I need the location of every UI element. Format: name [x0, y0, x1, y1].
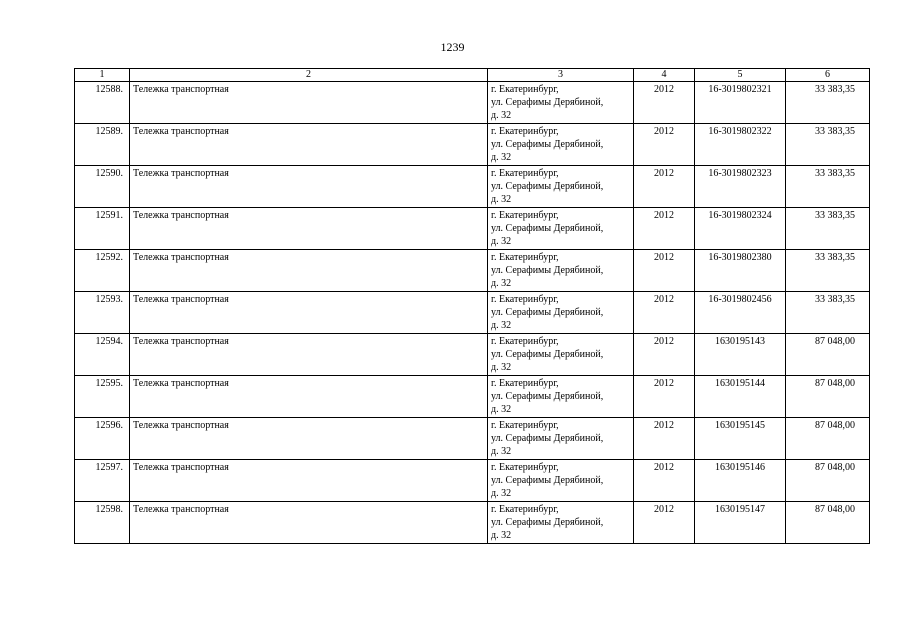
- row-number-cell: 12593.: [75, 292, 130, 334]
- inventory-number-cell: 16-3019802321: [695, 82, 786, 124]
- item-name-cell: Тележка транспортная: [130, 334, 488, 376]
- address-line: ул. Серафимы Дерябиной,: [491, 349, 604, 360]
- column-header-2: 2: [130, 69, 488, 82]
- column-header-5: 5: [695, 69, 786, 82]
- column-header-1: 1: [75, 69, 130, 82]
- inventory-number-cell: 16-3019802323: [695, 166, 786, 208]
- address-line: ул. Серафимы Дерябиной,: [491, 475, 604, 486]
- item-name-cell: Тележка транспортная: [130, 208, 488, 250]
- address-cell: [488, 250, 634, 292]
- item-name-cell: Тележка транспортная: [130, 292, 488, 334]
- address-line: г. Екатеринбург,: [491, 378, 559, 389]
- address-line: ул. Серафимы Дерябиной,: [491, 97, 604, 108]
- inventory-number-cell: 16-3019802322: [695, 124, 786, 166]
- address-cell: [488, 334, 634, 376]
- cost-cell: 33 383,35: [786, 124, 870, 166]
- item-name-cell: Тележка транспортная: [130, 376, 488, 418]
- address-line: ул. Серафимы Дерябиной,: [491, 433, 604, 444]
- address-line: ул. Серафимы Дерябиной,: [491, 139, 604, 150]
- address-cell: [488, 292, 634, 334]
- table-row: [75, 502, 870, 544]
- inventory-number-cell: 16-3019802324: [695, 208, 786, 250]
- table-row: [75, 460, 870, 502]
- year-cell: 2012: [634, 208, 695, 250]
- year-cell: 2012: [634, 418, 695, 460]
- table-row: [75, 124, 870, 166]
- address-line: д. 32: [491, 446, 512, 457]
- cost-cell: 87 048,00: [786, 334, 870, 376]
- year-cell: 2012: [634, 334, 695, 376]
- inventory-number-cell: 1630195147: [695, 502, 786, 544]
- inventory-number-cell: 1630195144: [695, 376, 786, 418]
- inventory-number-cell: 1630195145: [695, 418, 786, 460]
- column-header-6: 6: [786, 69, 870, 82]
- address-line: г. Екатеринбург,: [491, 84, 559, 95]
- address-cell: [488, 460, 634, 502]
- cost-cell: 87 048,00: [786, 502, 870, 544]
- address-cell: [488, 82, 634, 124]
- address-line: д. 32: [491, 278, 512, 289]
- address-line: ул. Серафимы Дерябиной,: [491, 265, 604, 276]
- row-number-cell: 12598.: [75, 502, 130, 544]
- year-cell: 2012: [634, 250, 695, 292]
- address-line: д. 32: [491, 320, 512, 331]
- row-number-cell: 12590.: [75, 166, 130, 208]
- year-cell: 2012: [634, 460, 695, 502]
- item-name-cell: Тележка транспортная: [130, 418, 488, 460]
- address-line: г. Екатеринбург,: [491, 210, 559, 221]
- year-cell: 2012: [634, 124, 695, 166]
- cost-cell: 87 048,00: [786, 418, 870, 460]
- item-name-cell: Тележка транспортная: [130, 460, 488, 502]
- row-number-cell: 12597.: [75, 460, 130, 502]
- item-name-cell: Тележка транспортная: [130, 124, 488, 166]
- row-number-cell: 12595.: [75, 376, 130, 418]
- year-cell: 2012: [634, 292, 695, 334]
- inventory-number-cell: 16-3019802456: [695, 292, 786, 334]
- address-line: г. Екатеринбург,: [491, 462, 559, 473]
- address-line: г. Екатеринбург,: [491, 504, 559, 515]
- cost-cell: 33 383,35: [786, 166, 870, 208]
- address-cell: [488, 502, 634, 544]
- column-header-4: 4: [634, 69, 695, 82]
- address-line: г. Екатеринбург,: [491, 294, 559, 305]
- address-cell: [488, 208, 634, 250]
- address-line: ул. Серафимы Дерябиной,: [491, 223, 604, 234]
- row-number-cell: 12594.: [75, 334, 130, 376]
- address-cell: [488, 124, 634, 166]
- address-line: д. 32: [491, 236, 512, 247]
- address-line: д. 32: [491, 404, 512, 415]
- year-cell: 2012: [634, 82, 695, 124]
- address-line: ул. Серафимы Дерябиной,: [491, 181, 604, 192]
- address-line: д. 32: [491, 152, 512, 163]
- table-row: [75, 166, 870, 208]
- address-line: д. 32: [491, 362, 512, 373]
- address-cell: [488, 166, 634, 208]
- address-line: ул. Серафимы Дерябиной,: [491, 517, 604, 528]
- address-line: г. Екатеринбург,: [491, 126, 559, 137]
- page-number: 1239: [440, 40, 465, 54]
- header-row: [75, 69, 870, 82]
- cost-cell: 33 383,35: [786, 292, 870, 334]
- item-name-cell: Тележка транспортная: [130, 250, 488, 292]
- cost-cell: 33 383,35: [786, 82, 870, 124]
- address-line: г. Екатеринбург,: [491, 336, 559, 347]
- table-row: [75, 334, 870, 376]
- address-line: ул. Серафимы Дерябиной,: [491, 307, 604, 318]
- table-row: [75, 418, 870, 460]
- item-name-cell: Тележка транспортная: [130, 82, 488, 124]
- inventory-number-cell: 16-3019802380: [695, 250, 786, 292]
- column-header-3: 3: [488, 69, 634, 82]
- cost-cell: 87 048,00: [786, 460, 870, 502]
- table-row: [75, 82, 870, 124]
- item-name-cell: Тележка транспортная: [130, 502, 488, 544]
- cost-cell: 87 048,00: [786, 376, 870, 418]
- row-number-cell: 12588.: [75, 82, 130, 124]
- address-line: ул. Серафимы Дерябиной,: [491, 391, 604, 402]
- address-line: д. 32: [491, 488, 512, 499]
- table-row: [75, 208, 870, 250]
- address-line: д. 32: [491, 110, 512, 121]
- address-cell: [488, 418, 634, 460]
- table-header: [75, 69, 870, 82]
- cost-cell: 33 383,35: [786, 208, 870, 250]
- year-cell: 2012: [634, 166, 695, 208]
- table-row: [75, 250, 870, 292]
- item-name-cell: Тележка транспортная: [130, 166, 488, 208]
- address-line: д. 32: [491, 194, 512, 205]
- row-number-cell: 12596.: [75, 418, 130, 460]
- property-table: [74, 68, 870, 544]
- inventory-number-cell: 1630195143: [695, 334, 786, 376]
- address-line: г. Екатеринбург,: [491, 252, 559, 263]
- year-cell: 2012: [634, 502, 695, 544]
- year-cell: 2012: [634, 376, 695, 418]
- table-row: [75, 292, 870, 334]
- row-number-cell: 12589.: [75, 124, 130, 166]
- address-line: г. Екатеринбург,: [491, 420, 559, 431]
- address-cell: [488, 376, 634, 418]
- address-line: д. 32: [491, 530, 512, 541]
- row-number-cell: 12591.: [75, 208, 130, 250]
- cost-cell: 33 383,35: [786, 250, 870, 292]
- address-line: г. Екатеринбург,: [491, 168, 559, 179]
- table-row: [75, 376, 870, 418]
- row-number-cell: 12592.: [75, 250, 130, 292]
- table-body: [75, 82, 870, 544]
- inventory-number-cell: 1630195146: [695, 460, 786, 502]
